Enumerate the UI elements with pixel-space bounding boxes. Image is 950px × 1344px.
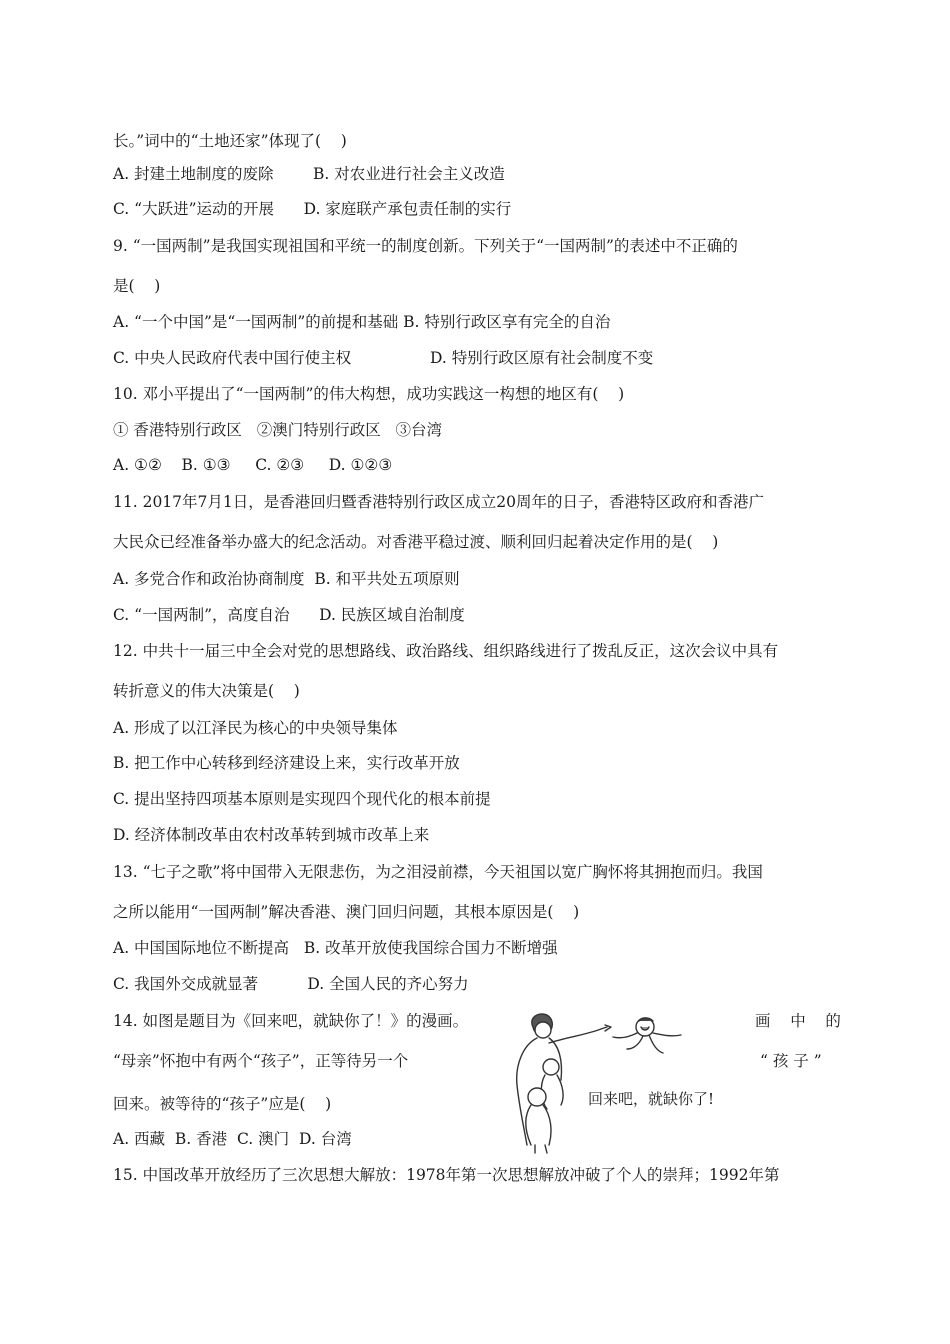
question-14-stem-end: 回来。被等待的“孩子”应是( ) bbox=[113, 1095, 332, 1113]
question-9-options-ab: A. “一个中国”是“一国两制”的前提和基础 B. 特别行政区享有完全的自治 bbox=[113, 313, 611, 331]
question-12-option-c: C. 提出坚持四项基本原则是实现四个现代化的根本前提 bbox=[113, 790, 491, 808]
question-13-stem-cont: 之所以能用“一国两制”解决香港、澳门回归问题，其根本原因是( ) bbox=[113, 903, 580, 921]
question-12-option-d: D. 经济体制改革由农村改革转到城市改革上来 bbox=[113, 826, 430, 844]
question-10-items: ① 香港特别行政区 ②澳门特别行政区 ③台湾 bbox=[113, 421, 442, 439]
question-14-options: A. 西藏 B. 香港 C. 澳门 D. 台湾 bbox=[113, 1130, 352, 1148]
question-13-options-cd: C. 我国外交成就显著 D. 全国人民的齐心努力 bbox=[113, 975, 469, 993]
question-9-options-cd: C. 中央人民政府代表中国行使主权 D. 特别行政区原有社会制度不变 bbox=[113, 349, 654, 367]
question-9-stem: 9. “一国两制”是我国实现祖国和平统一的制度创新。下列关于“一国两制”的表述中不正确的 bbox=[113, 237, 738, 255]
question-12-option-a: A. 形成了以江泽民为核心的中央领导集体 bbox=[113, 719, 398, 737]
question-12-stem: 12. 中共十一届三中全会对党的思想路线、政治路线、组织路线进行了拨乱反正，这次会议中具有 bbox=[113, 642, 779, 660]
question-15-stem: 15. 中国改革开放经历了三次思想大解放：1978年第一次思想解放冲破了个人的崇拜；1992年第 bbox=[113, 1166, 780, 1184]
question-14-stem: 14. 如图是题目为《回来吧，就缺你了！》的漫画。 bbox=[113, 1012, 469, 1030]
question-8-stem-end: 长。”词中的“土地还家”体现了( ) bbox=[113, 132, 347, 150]
question-11-options-ab: A. 多党合作和政治协商制度 B. 和平共处五项原则 bbox=[113, 570, 460, 588]
question-10-options: A. ①② B. ①③ C. ②③ D. ①②③ bbox=[113, 456, 393, 474]
question-8-options-cd: C. “大跃进”运动的开展 D. 家庭联产承包责任制的实行 bbox=[113, 200, 512, 218]
question-13-options-ab: A. 中国国际地位不断提高 B. 改革开放使我国综合国力不断增强 bbox=[113, 939, 558, 957]
question-14-stem-right: 画 中 的 bbox=[755, 1012, 841, 1030]
cartoon-mother-children-illustration bbox=[493, 1005, 738, 1155]
question-9-stem-cont: 是( ) bbox=[113, 277, 161, 295]
question-11-options-cd: C. “一国两制”，高度自治 D. 民族区域自治制度 bbox=[113, 606, 465, 624]
question-12-stem-cont: 转折意义的伟大决策是( ) bbox=[113, 682, 300, 700]
question-13-stem: 13. “七子之歌”将中国带入无限悲伤，为之泪浸前襟，今天祖国以宽广胸怀将其拥抱而归。我国 bbox=[113, 863, 763, 881]
question-14-stem-cont: “母亲”怀抱中有两个“孩子”，正等待另一个 bbox=[113, 1052, 409, 1070]
question-11-stem-cont: 大民众已经准备举办盛大的纪念活动。对香港平稳过渡、顺利回归起着决定作用的是( ) bbox=[113, 533, 719, 551]
question-14-stem-cont-right: “ 孩 子 ” bbox=[760, 1052, 822, 1070]
question-10-stem: 10. 邓小平提出了“一国两制”的伟大构想，成功实践这一构想的地区有( ) bbox=[113, 385, 625, 403]
cartoon-caption: 回来吧，就缺你了! bbox=[588, 1090, 715, 1108]
question-8-options-ab: A. 封建土地制度的废除 B. 对农业进行社会主义改造 bbox=[113, 165, 505, 183]
question-11-stem: 11. 2017年7月1日，是香港回归暨香港特别行政区成立20周年的日子，香港特区政府和香港广 bbox=[113, 493, 764, 511]
question-12-option-b: B. 把工作中心转移到经济建设上来，实行改革开放 bbox=[113, 754, 460, 772]
